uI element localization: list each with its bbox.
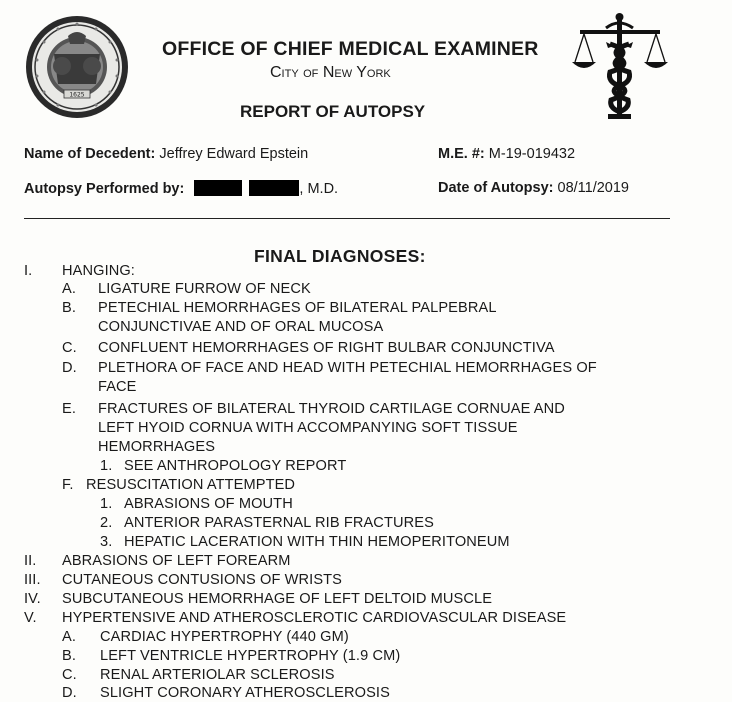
diagnosis-marker: A. [62, 281, 76, 297]
diagnosis-marker: F. [62, 477, 74, 493]
diagnosis-marker: III. [24, 572, 41, 588]
date-row [438, 180, 629, 196]
diagnosis-marker: 3. [100, 534, 113, 550]
diagnosis-marker: 1. [100, 496, 113, 512]
diagnosis-text: LIGATURE FURROW OF NECK [98, 281, 311, 297]
diagnosis-marker: 2. [100, 515, 113, 531]
diagnosis-text: HYPERTENSIVE AND ATHEROSCLEROTIC CARDIOVASCULAR DISEASE [62, 610, 567, 626]
diagnosis-marker: A. [62, 629, 76, 645]
diagnosis-text: CONFLUENT HEMORRHAGES OF RIGHT BULBAR CONJUNCTIVA [98, 340, 555, 356]
diagnosis-marker: C. [62, 667, 77, 683]
date-value: 08/11/2019 [557, 180, 629, 196]
diagnosis-text: CARDIAC HYPERTROPHY (440 GM) [100, 629, 349, 645]
diagnosis-text: CONJUNCTIVAE AND OF ORAL MUCOSA [98, 319, 384, 335]
diagnosis-marker: I. [24, 263, 33, 279]
decedent-row [24, 146, 308, 162]
diagnosis-text: ANTERIOR PARASTERNAL RIB FRACTURES [124, 515, 434, 531]
final-diagnoses-heading: FINAL DIAGNOSES: [254, 246, 426, 266]
diagnosis-text: ABRASIONS OF LEFT FOREARM [62, 553, 291, 569]
decedent-value: Jeffrey Edward Epstein [159, 146, 309, 162]
me-number-value: M-19-019432 [488, 146, 576, 162]
nyc-seal-logo [24, 14, 130, 120]
diagnosis-text: RENAL ARTERIOLAR SCLEROSIS [100, 667, 335, 683]
performed-by-label: Autopsy Performed by: [24, 181, 185, 197]
diagnosis-marker: II. [24, 553, 37, 569]
diagnosis-text: HEPATIC LACERATION WITH THIN HEMOPERITONEUM [124, 534, 510, 550]
me-number-row [438, 146, 575, 162]
diagnosis-text: HEMORRHAGES [98, 439, 216, 455]
redaction-bar [194, 180, 242, 196]
diagnosis-text: SLIGHT CORONARY ATHEROSCLEROSIS [100, 685, 390, 701]
diagnosis-text: FACE [98, 379, 137, 395]
diagnosis-text: PLETHORA OF FACE AND HEAD WITH PETECHIAL HEMORRHAGES OF [98, 360, 597, 376]
divider-line [24, 218, 670, 219]
diagnosis-marker: 1. [100, 458, 113, 474]
diagnosis-marker: V. [24, 610, 37, 626]
performed-by-row [24, 180, 338, 197]
diagnosis-marker: B. [62, 300, 76, 316]
scales-caduceus-logo [570, 10, 670, 122]
diagnosis-text: HANGING: [62, 263, 135, 279]
diagnosis-marker: C. [62, 340, 77, 356]
office-heading: OFFICE OF CHIEF MEDICAL EXAMINER [162, 38, 539, 60]
report-title: REPORT OF AUTOPSY [240, 102, 426, 121]
city-subheading: City of New York [270, 64, 391, 81]
diagnosis-text: SEE ANTHROPOLOGY REPORT [124, 458, 347, 474]
decedent-label: Name of Decedent: [24, 146, 156, 162]
diagnosis-text: CUTANEOUS CONTUSIONS OF WRISTS [62, 572, 343, 588]
diagnosis-text: PETECHIAL HEMORRHAGES OF BILATERAL PALPEBRAL [98, 300, 497, 316]
diagnosis-text: LEFT HYOID CORNUA WITH ACCOMPANYING SOFT TISSUE [98, 420, 518, 436]
diagnosis-text: LEFT VENTRICLE HYPERTROPHY (1.9 CM) [100, 648, 401, 664]
diagnosis-marker: D. [62, 685, 77, 701]
diagnosis-text: ABRASIONS OF MOUTH [124, 496, 293, 512]
diagnosis-marker: B. [62, 648, 76, 664]
performed-by-suffix: , M.D. [299, 181, 339, 197]
diagnosis-text: FRACTURES OF BILATERAL THYROID CARTILAGE CORNUAE AND [98, 401, 565, 417]
svg-text:1625: 1625 [69, 91, 85, 99]
diagnosis-marker: E. [62, 401, 76, 417]
redaction-bar [249, 180, 299, 196]
me-number-label: M.E. #: [438, 146, 485, 162]
diagnosis-text: SUBCUTANEOUS HEMORRHAGE OF LEFT DELTOID MUSCLE [62, 591, 493, 607]
diagnosis-marker: D. [62, 360, 77, 376]
diagnosis-marker: IV. [24, 591, 41, 607]
date-label: Date of Autopsy: [438, 180, 554, 196]
diagnosis-text: RESUSCITATION ATTEMPTED [86, 477, 296, 493]
